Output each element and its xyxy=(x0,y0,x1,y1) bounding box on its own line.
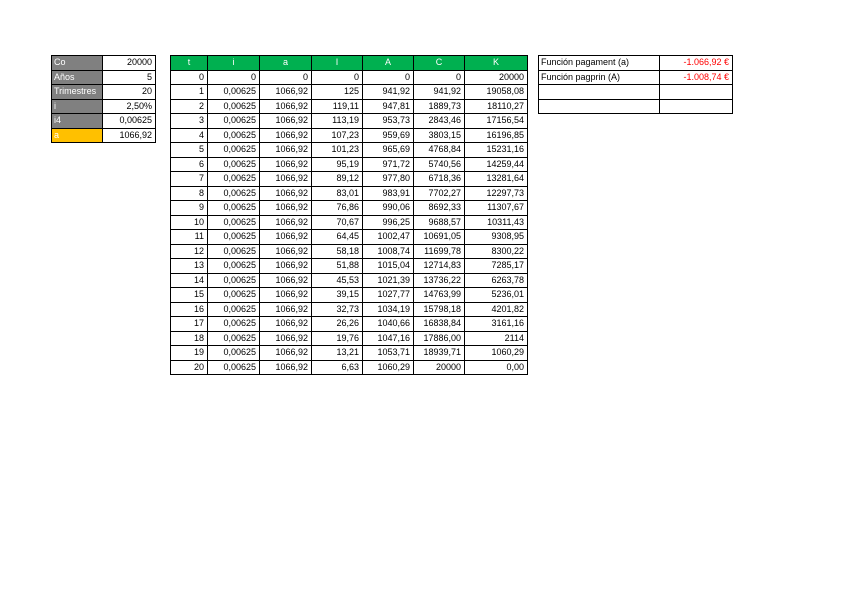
cell-t[interactable]: 2 xyxy=(171,99,208,114)
cell-i[interactable]: 0,00625 xyxy=(208,114,260,129)
cell-capital[interactable]: 2114 xyxy=(465,331,528,346)
cell-capital[interactable]: 13281,64 xyxy=(465,172,528,187)
param-label[interactable]: Co xyxy=(52,56,103,71)
function-row xyxy=(539,70,733,85)
header-row xyxy=(171,56,528,71)
function-value[interactable] xyxy=(660,99,733,114)
cell-a[interactable]: 1066,92 xyxy=(260,99,312,114)
cell-interest[interactable]: 107,23 xyxy=(312,128,363,143)
cell-i[interactable]: 0,00625 xyxy=(208,317,260,332)
cell-i[interactable]: 0,00625 xyxy=(208,346,260,361)
cell-interest[interactable]: 26,26 xyxy=(312,317,363,332)
cell-t[interactable]: 7 xyxy=(171,172,208,187)
cell-cumulative[interactable]: 6718,36 xyxy=(414,172,465,187)
cell-amortization[interactable]: 953,73 xyxy=(363,114,414,129)
cell-i[interactable]: 0,00625 xyxy=(208,172,260,187)
functions-table xyxy=(538,55,733,114)
param-row xyxy=(52,128,156,143)
cell-interest[interactable]: 95,19 xyxy=(312,157,363,172)
cell-i[interactable]: 0,00625 xyxy=(208,302,260,317)
cell-capital[interactable]: 0,00 xyxy=(465,360,528,375)
param-label[interactable]: Trimestres xyxy=(52,85,103,100)
table-row xyxy=(171,215,528,230)
cell-t[interactable]: 5 xyxy=(171,143,208,158)
cell-cumulative[interactable]: 5740,56 xyxy=(414,157,465,172)
cell-interest[interactable]: 64,45 xyxy=(312,230,363,245)
cell-i[interactable]: 0,00625 xyxy=(208,143,260,158)
cell-capital[interactable]: 3161,16 xyxy=(465,317,528,332)
cell-a[interactable]: 1066,92 xyxy=(260,186,312,201)
table-row xyxy=(171,331,528,346)
function-label[interactable] xyxy=(539,85,660,100)
table-row xyxy=(171,186,528,201)
cell-interest[interactable]: 58,18 xyxy=(312,244,363,259)
cell-cumulative[interactable]: 13736,22 xyxy=(414,273,465,288)
cell-amortization[interactable]: 971,72 xyxy=(363,157,414,172)
cell-t[interactable]: 20 xyxy=(171,360,208,375)
cell-interest[interactable]: 6,63 xyxy=(312,360,363,375)
cell-interest[interactable]: 125 xyxy=(312,85,363,100)
cell-i[interactable]: 0,00625 xyxy=(208,244,260,259)
table-row xyxy=(171,288,528,303)
column-header-interest[interactable]: I xyxy=(312,56,363,71)
table-row xyxy=(171,99,528,114)
cell-a[interactable]: 1066,92 xyxy=(260,346,312,361)
cell-t[interactable]: 12 xyxy=(171,244,208,259)
table-row xyxy=(171,114,528,129)
cell-capital[interactable]: 10311,43 xyxy=(465,215,528,230)
cell-capital[interactable]: 20000 xyxy=(465,70,528,85)
cell-capital[interactable]: 8300,22 xyxy=(465,244,528,259)
cell-t[interactable]: 13 xyxy=(171,259,208,274)
param-label[interactable]: a xyxy=(52,128,103,143)
cell-i[interactable]: 0,00625 xyxy=(208,259,260,274)
cell-t[interactable]: 11 xyxy=(171,230,208,245)
cell-t[interactable]: 8 xyxy=(171,186,208,201)
table-row xyxy=(171,230,528,245)
cell-capital[interactable]: 11307,67 xyxy=(465,201,528,216)
cell-interest[interactable]: 76,86 xyxy=(312,201,363,216)
cell-a[interactable]: 1066,92 xyxy=(260,201,312,216)
cell-cumulative[interactable]: 18939,71 xyxy=(414,346,465,361)
table-row xyxy=(171,273,528,288)
cell-a[interactable]: 1066,92 xyxy=(260,273,312,288)
cell-interest[interactable]: 101,23 xyxy=(312,143,363,158)
cell-cumulative[interactable]: 14763,99 xyxy=(414,288,465,303)
cell-capital[interactable]: 6263,78 xyxy=(465,273,528,288)
cell-t[interactable]: 18 xyxy=(171,331,208,346)
cell-i[interactable]: 0,00625 xyxy=(208,157,260,172)
cell-i[interactable]: 0,00625 xyxy=(208,201,260,216)
cell-amortization[interactable]: 983,91 xyxy=(363,186,414,201)
param-label[interactable]: i xyxy=(52,99,103,114)
cell-amortization[interactable]: 0 xyxy=(363,70,414,85)
cell-amortization[interactable]: 1047,16 xyxy=(363,331,414,346)
cell-amortization[interactable]: 1002,47 xyxy=(363,230,414,245)
cell-interest[interactable]: 45,53 xyxy=(312,273,363,288)
param-value[interactable]: 1066,92 xyxy=(103,128,156,143)
cell-a[interactable]: 0 xyxy=(260,70,312,85)
param-value[interactable]: 2,50% xyxy=(103,99,156,114)
cell-a[interactable]: 1066,92 xyxy=(260,288,312,303)
table-row xyxy=(171,302,528,317)
param-value[interactable]: 20000 xyxy=(103,56,156,71)
cell-t[interactable]: 15 xyxy=(171,288,208,303)
param-row xyxy=(52,99,156,114)
table-row xyxy=(171,172,528,187)
cell-interest[interactable]: 32,73 xyxy=(312,302,363,317)
cell-a[interactable]: 1066,92 xyxy=(260,172,312,187)
cell-a[interactable]: 1066,92 xyxy=(260,230,312,245)
column-header-amortization[interactable]: A xyxy=(363,56,414,71)
cell-capital[interactable]: 1060,29 xyxy=(465,346,528,361)
cell-cumulative[interactable]: 9688,57 xyxy=(414,215,465,230)
cell-i[interactable]: 0,00625 xyxy=(208,288,260,303)
cell-amortization[interactable]: 959,69 xyxy=(363,128,414,143)
cell-amortization[interactable]: 1060,29 xyxy=(363,360,414,375)
param-row xyxy=(52,70,156,85)
cell-cumulative[interactable]: 16838,84 xyxy=(414,317,465,332)
cell-cumulative[interactable]: 941,92 xyxy=(414,85,465,100)
cell-amortization[interactable]: 1021,39 xyxy=(363,273,414,288)
param-value[interactable]: 0,00625 xyxy=(103,114,156,129)
function-value[interactable]: -1.066,92 € xyxy=(660,56,733,71)
table-row xyxy=(171,143,528,158)
table-row xyxy=(171,157,528,172)
cell-i[interactable]: 0,00625 xyxy=(208,215,260,230)
cell-t[interactable]: 9 xyxy=(171,201,208,216)
cell-i[interactable]: 0,00625 xyxy=(208,85,260,100)
cell-interest[interactable]: 113,19 xyxy=(312,114,363,129)
cell-interest[interactable]: 19,76 xyxy=(312,331,363,346)
cell-i[interactable]: 0,00625 xyxy=(208,230,260,245)
function-row xyxy=(539,99,733,114)
cell-interest[interactable]: 70,67 xyxy=(312,215,363,230)
table-row xyxy=(171,128,528,143)
cell-t[interactable]: 1 xyxy=(171,85,208,100)
param-row xyxy=(52,56,156,71)
cell-i[interactable]: 0,00625 xyxy=(208,186,260,201)
column-header-cumulative[interactable]: C xyxy=(414,56,465,71)
cell-amortization[interactable]: 990,06 xyxy=(363,201,414,216)
cell-a[interactable]: 1066,92 xyxy=(260,302,312,317)
cell-cumulative[interactable]: 12714,83 xyxy=(414,259,465,274)
param-label[interactable]: i4 xyxy=(52,114,103,129)
cell-cumulative[interactable]: 17886,00 xyxy=(414,331,465,346)
cell-a[interactable]: 1066,92 xyxy=(260,128,312,143)
cell-capital[interactable]: 5236,01 xyxy=(465,288,528,303)
cell-i[interactable]: 0,00625 xyxy=(208,273,260,288)
amortization-table xyxy=(170,55,528,375)
cell-cumulative[interactable]: 4768,84 xyxy=(414,143,465,158)
cell-a[interactable]: 1066,92 xyxy=(260,143,312,158)
column-header-t[interactable]: t xyxy=(171,56,208,71)
cell-a[interactable]: 1066,92 xyxy=(260,259,312,274)
cell-capital[interactable]: 12297,73 xyxy=(465,186,528,201)
param-label[interactable]: Años xyxy=(52,70,103,85)
cell-i[interactable]: 0,00625 xyxy=(208,331,260,346)
column-header-i[interactable]: i xyxy=(208,56,260,71)
table-row xyxy=(171,85,528,100)
cell-t[interactable]: 4 xyxy=(171,128,208,143)
cell-t[interactable]: 19 xyxy=(171,346,208,361)
table-row xyxy=(171,244,528,259)
cell-cumulative[interactable]: 8692,33 xyxy=(414,201,465,216)
amortization-body xyxy=(171,70,528,375)
function-row xyxy=(539,85,733,100)
cell-cumulative[interactable]: 3803,15 xyxy=(414,128,465,143)
cell-t[interactable]: 16 xyxy=(171,302,208,317)
cell-interest[interactable]: 51,88 xyxy=(312,259,363,274)
cell-capital[interactable]: 7285,17 xyxy=(465,259,528,274)
cell-capital[interactable]: 16196,85 xyxy=(465,128,528,143)
cell-interest[interactable]: 0 xyxy=(312,70,363,85)
cell-a[interactable]: 1066,92 xyxy=(260,157,312,172)
table-row xyxy=(171,317,528,332)
cell-cumulative[interactable]: 11699,78 xyxy=(414,244,465,259)
cell-capital[interactable]: 19058,08 xyxy=(465,85,528,100)
cell-a[interactable]: 1066,92 xyxy=(260,317,312,332)
cell-amortization[interactable]: 941,92 xyxy=(363,85,414,100)
cell-capital[interactable]: 14259,44 xyxy=(465,157,528,172)
function-value[interactable] xyxy=(660,85,733,100)
cell-cumulative[interactable]: 2843,46 xyxy=(414,114,465,129)
param-value[interactable]: 20 xyxy=(103,85,156,100)
table-row xyxy=(171,259,528,274)
table-row xyxy=(171,70,528,85)
table-row xyxy=(171,201,528,216)
cell-cumulative[interactable]: 20000 xyxy=(414,360,465,375)
cell-capital[interactable]: 15231,16 xyxy=(465,143,528,158)
column-header-capital[interactable]: K xyxy=(465,56,528,71)
cell-amortization[interactable]: 1015,04 xyxy=(363,259,414,274)
cell-cumulative[interactable]: 0 xyxy=(414,70,465,85)
cell-interest[interactable]: 119,11 xyxy=(312,99,363,114)
cell-amortization[interactable]: 947,81 xyxy=(363,99,414,114)
cell-a[interactable]: 1066,92 xyxy=(260,114,312,129)
param-row xyxy=(52,85,156,100)
parameters-table xyxy=(51,55,156,143)
cell-amortization[interactable]: 965,69 xyxy=(363,143,414,158)
cell-a[interactable]: 1066,92 xyxy=(260,331,312,346)
cell-cumulative[interactable]: 15798,18 xyxy=(414,302,465,317)
cell-amortization[interactable]: 977,80 xyxy=(363,172,414,187)
cell-t[interactable]: 17 xyxy=(171,317,208,332)
table-row xyxy=(171,360,528,375)
cell-capital[interactable]: 17156,54 xyxy=(465,114,528,129)
cell-i[interactable]: 0,00625 xyxy=(208,128,260,143)
cell-i[interactable]: 0,00625 xyxy=(208,360,260,375)
cell-amortization[interactable]: 1040,66 xyxy=(363,317,414,332)
function-label[interactable] xyxy=(539,99,660,114)
cell-t[interactable]: 3 xyxy=(171,114,208,129)
cell-amortization[interactable]: 996,25 xyxy=(363,215,414,230)
function-row xyxy=(539,56,733,71)
cell-interest[interactable]: 83,01 xyxy=(312,186,363,201)
cell-interest[interactable]: 13,21 xyxy=(312,346,363,361)
cell-i[interactable]: 0,00625 xyxy=(208,99,260,114)
cell-a[interactable]: 1066,92 xyxy=(260,215,312,230)
cell-amortization[interactable]: 1027,77 xyxy=(363,288,414,303)
function-label[interactable]: Función pagprin (A) xyxy=(539,70,660,85)
function-value[interactable]: -1.008,74 € xyxy=(660,70,733,85)
param-row xyxy=(52,114,156,129)
cell-t[interactable]: 6 xyxy=(171,157,208,172)
cell-capital[interactable]: 4201,82 xyxy=(465,302,528,317)
cell-interest[interactable]: 89,12 xyxy=(312,172,363,187)
function-label[interactable]: Función pagament (a) xyxy=(539,56,660,71)
cell-cumulative[interactable]: 7702,27 xyxy=(414,186,465,201)
cell-amortization[interactable]: 1034,19 xyxy=(363,302,414,317)
cell-interest[interactable]: 39,15 xyxy=(312,288,363,303)
cell-t[interactable]: 10 xyxy=(171,215,208,230)
cell-i[interactable]: 0 xyxy=(208,70,260,85)
table-row xyxy=(171,346,528,361)
param-value[interactable]: 5 xyxy=(103,70,156,85)
cell-t[interactable]: 14 xyxy=(171,273,208,288)
column-header-a[interactable]: a xyxy=(260,56,312,71)
cell-a[interactable]: 1066,92 xyxy=(260,85,312,100)
cell-capital[interactable]: 18110,27 xyxy=(465,99,528,114)
cell-a[interactable]: 1066,92 xyxy=(260,360,312,375)
cell-cumulative[interactable]: 1889,73 xyxy=(414,99,465,114)
cell-amortization[interactable]: 1053,71 xyxy=(363,346,414,361)
cell-capital[interactable]: 9308,95 xyxy=(465,230,528,245)
cell-t[interactable]: 0 xyxy=(171,70,208,85)
cell-amortization[interactable]: 1008,74 xyxy=(363,244,414,259)
cell-a[interactable]: 1066,92 xyxy=(260,244,312,259)
cell-cumulative[interactable]: 10691,05 xyxy=(414,230,465,245)
